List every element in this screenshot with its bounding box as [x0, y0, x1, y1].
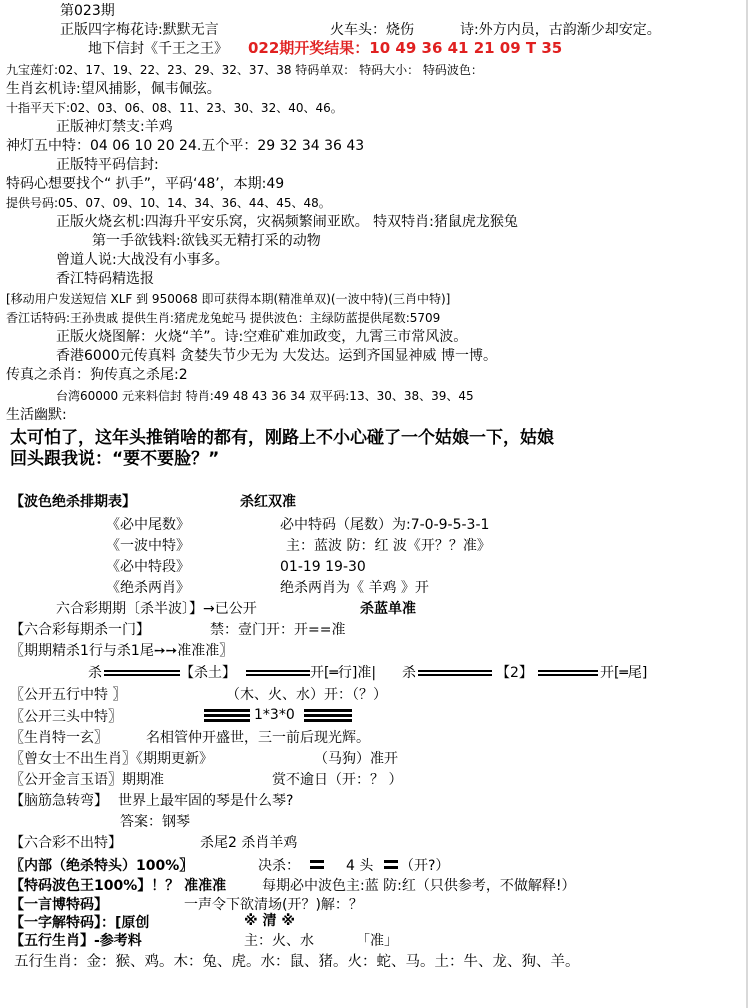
heads-bar-left-2 [204, 714, 250, 717]
golden-words-value: 赏不逾日（开：？ ） [272, 772, 403, 788]
result-banner: 022期开奖结果：10 49 36 41 21 09 T 35 [248, 39, 563, 57]
internal-kill-open: （开?） [400, 858, 450, 874]
riddle-answer: 答案：钢琴 [120, 814, 190, 830]
train-head: 火车头：烧伤 [330, 22, 414, 38]
one-wave-value: 主：蓝波 防：红 波《开？？准》 [286, 538, 491, 554]
heads-bar-right-1 [304, 709, 352, 712]
five-elements-zodiac-label: 【五行生肖】-参考料 [10, 933, 142, 949]
joke-line-1: 太可怕了，这年头推销啥的都有，刚路上不小心碰了一个姑娘一下，姑娘 [10, 428, 554, 448]
sms-line: [移动用户发送短信 XLF 到 950068 即可获得本期(精准单双)(一波中特)(三肖中特)] [6, 292, 451, 306]
riddle-label: 【脑筋急转弯】 [10, 793, 108, 809]
special-code-line: 特码心想要找个“ 扒手”，平码‘48’，本期:49 [6, 176, 285, 192]
one-word-bet-label: 【一言博特码】 [10, 897, 108, 913]
heads-bar-right-2 [304, 714, 352, 717]
kill-row-bar-2 [246, 670, 310, 672]
kill-row-bar-2b [246, 674, 310, 676]
humor-label: 生活幽默: [6, 407, 67, 423]
kill-row-bar-3b [418, 674, 492, 676]
half-wave-label: 六合彩期期〔杀半波〕】→已公开 [56, 601, 257, 617]
kill-blue-odd: 杀蓝单准 [360, 601, 416, 617]
zodiac-poem-line: 生肖玄机诗:望风捕影，佩韦佩弦。 [6, 81, 221, 97]
kill-two-value: 绝杀两肖为《 羊鸡 》开 [280, 580, 429, 596]
kill-row-a: 杀 [88, 665, 102, 681]
ten-fingers-line: 十指平天下:02、03、06、08、11、23、30、32、40、46。 [6, 101, 343, 115]
five-elements-label: 〖公开五行中特 〗 [10, 687, 127, 703]
madam-zeng-label: 〖曾女士不出生肖〗《期期更新》 [10, 751, 213, 767]
golden-words-label: 〖公开金言玉语〗期期准 [10, 772, 164, 788]
kill-one-gate-value: 禁：壹门开：开==准 [210, 622, 346, 638]
wave-king-value: 每期必中波色主:蓝 防:红（只供参考，不做解释!） [262, 878, 576, 894]
kill-element-tail-label: 〖期期精杀1行与杀1尾➙➙准准准〗 [10, 643, 234, 659]
heads-bar-left-3 [204, 719, 250, 722]
kill-row-bar-4b [538, 674, 598, 676]
hk-report-title: 香江特码精选报 [56, 271, 154, 287]
internal-kill-mid: 决杀： [258, 858, 300, 874]
one-wave-label: 《一波中特》 [106, 538, 190, 554]
heads-bar-left-1 [204, 709, 250, 712]
fax-kill-line: 传真之杀肖：狗传真之杀尾:2 [6, 367, 188, 383]
wave-kill-table-title: 【波色绝杀排期表】 [10, 494, 136, 510]
madam-zeng-value: （马狗）准开 [314, 751, 398, 767]
wave-king-label: 【特码波色王100%】！？ 准准准 [10, 878, 227, 894]
kill-row-bar-3 [418, 670, 492, 672]
kill-mark-1 [310, 860, 324, 863]
secret-envelope-label: 地下信封《千王之王》 [88, 41, 228, 57]
joke-line-2: 回头跟我说：“要不要脸？” [10, 449, 220, 469]
kill-red-even: 杀红双准 [240, 494, 296, 510]
kill-row-open-tail: 开[═尾] [600, 665, 648, 681]
kill-mark-3 [384, 860, 398, 863]
kill-one-gate-label: 【六合彩每期杀一门】 [10, 622, 150, 638]
kill-row-open-element: 开[═行]准| [310, 665, 377, 681]
zodiac-mystery-label: 〖生肖特一玄〗 [10, 730, 108, 746]
kill-row-bar-1b [104, 674, 180, 676]
heads-bar-right-3 [304, 719, 352, 722]
internal-kill-head: 4 头 [346, 858, 374, 874]
riddle-question: 世界上最牢固的琴是什么琴? [118, 793, 294, 809]
hk-words-line: 香江话特码:王孙贵戚 提供生肖:猪虎龙兔蛇马 提供波色：主绿防蓝提供尾数:5709 [6, 311, 441, 325]
poem-line: 诗:外方内员，古韵渐少却安定。 [460, 22, 661, 38]
kill-two-label: 《绝杀两肖》 [106, 580, 190, 596]
tail-numbers-label: 《必中尾数》 [106, 517, 190, 533]
kill-row-bar-4 [538, 670, 598, 672]
lotus-lamp-line: 九宝莲灯:02、17、19、22、23、29、32、37、38 特码单双： 特码大小： 特码波色： [6, 63, 483, 77]
forbidden-branch-line: 正版神灯禁支:羊鸡 [56, 119, 173, 135]
five-elements-value: （木、火、水）开：（？） [226, 687, 387, 703]
kill-mark-4 [384, 866, 398, 869]
one-char-value: ※ 清 ※ [244, 913, 295, 929]
five-elements-zodiac-main: 主：火、水 [244, 933, 314, 949]
segment-label: 《必中特段》 [106, 559, 190, 575]
issue-number: 第023期 [60, 3, 115, 19]
kill-row-earth: 【杀土】 [180, 665, 236, 681]
envelope-line: 正版特平码信封: [56, 157, 159, 173]
no-special-label: 【六合彩不出特】 [10, 835, 122, 851]
no-special-value: 杀尾2 杀肖羊鸡 [200, 835, 298, 851]
five-elements-zodiac-accurate: 「准」 [356, 933, 398, 949]
taiwan-line: 台湾60000 元来料信封 特肖:49 48 43 36 34 双平码:13、30、38、39、45 [56, 389, 474, 403]
one-char-label: 【一字解特码】：[原创 [10, 915, 150, 931]
numbers-line: 提供号码:05、07、09、10、14、34、36、44、45、48。 [6, 196, 331, 210]
five-elements-zodiac-list: 五行生肖：金：猴、鸡。木：兔、虎。水：鼠、猪。火：蛇、马。土：牛、龙、狗、羊。 [14, 954, 580, 970]
three-heads-label: 〖公开三头中特〗 [10, 709, 122, 725]
poem-title: 正版四字梅花诗:默默无言 [60, 22, 219, 38]
lamp-five-line: 神灯五中特：04 06 10 20 24.五个平：29 32 34 36 43 [6, 138, 365, 154]
segment-value: 01-19 19-30 [280, 559, 366, 575]
hk-fax-line: 香港6000元传真料 贪婪失节少无为 大发达。运到齐国显神威 博一博。 [56, 348, 497, 364]
tail-numbers-value: 必中特码（尾数）为:7-0-9-5-3-1 [280, 517, 490, 533]
zodiac-mystery-value: 名相管仲开盛世，三一前后现光辉。 [146, 730, 370, 746]
three-heads-value: 1*3*0 [254, 707, 295, 723]
kill-row-d: 杀 [402, 665, 416, 681]
kill-row-two: 【2】 [496, 665, 533, 681]
one-word-bet-value: 一声令下欲清场(开？)解：？ [184, 897, 363, 913]
first-hand-line: 第一手欲钱料:欲钱买无精打采的动物 [92, 233, 321, 249]
fire-mystery-line: 正版火烧玄机:四海升平安乐窝，灾祸频繁闹亚欧。 特双特肖:猪鼠虎龙猴兔 [56, 214, 518, 230]
taoist-says-line: 曾道人说:大战没有小事多。 [56, 252, 229, 268]
fire-diagram-line: 正版火烧图解：火烧“羊”。诗:空难矿难加政变，九霄三市常风波。 [56, 329, 468, 345]
kill-row-bar-1 [104, 670, 180, 672]
kill-mark-2 [310, 866, 324, 869]
internal-kill-label: 〖内部（绝杀特头）100%〗 [10, 858, 194, 874]
